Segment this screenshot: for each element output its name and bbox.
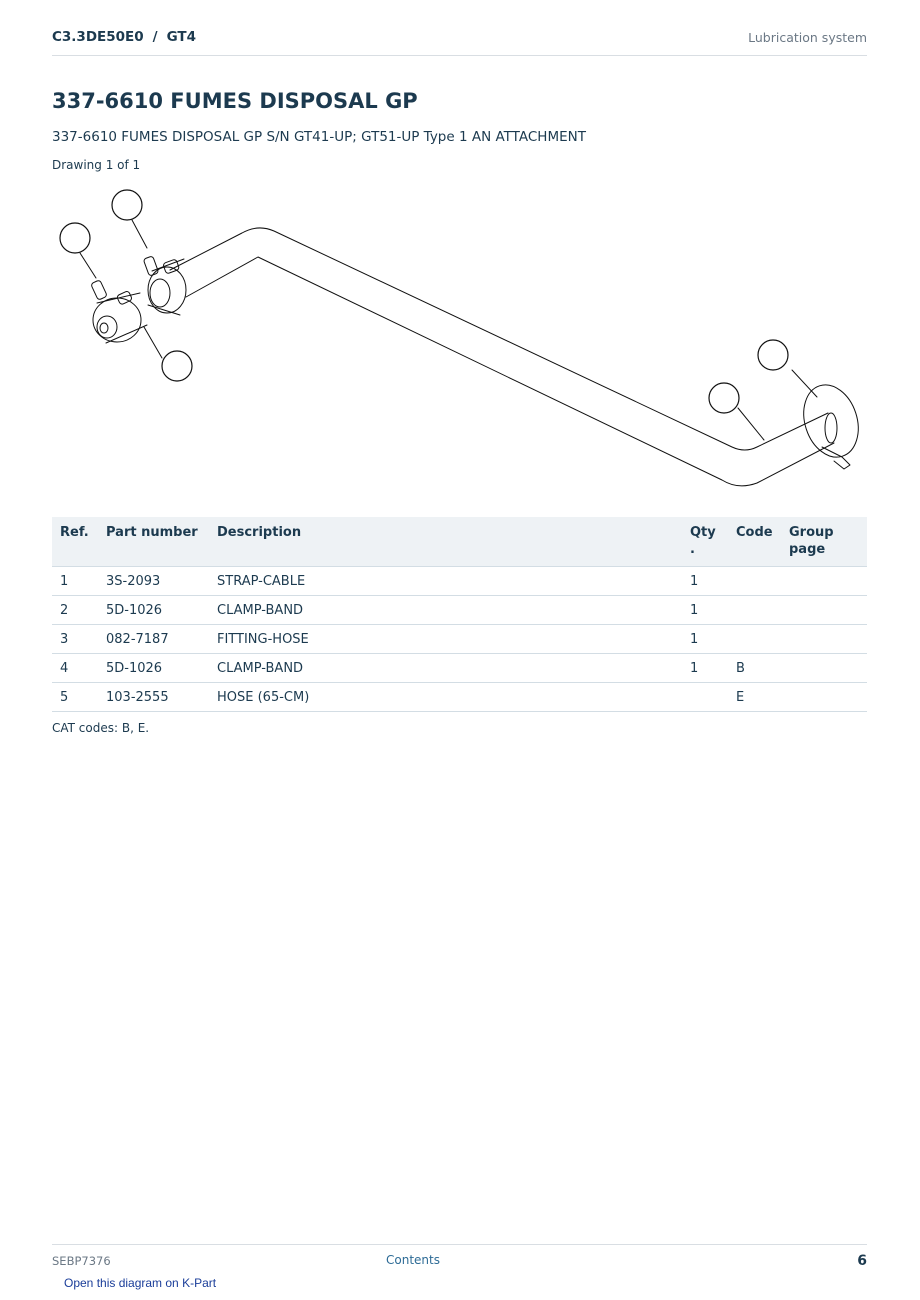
table-row	[52, 596, 867, 625]
cell-code	[736, 567, 789, 596]
parts-diagram	[52, 185, 867, 495]
col-header-description: Description	[217, 517, 690, 567]
cell-qty: 1	[690, 596, 736, 625]
col-header-group-page: Group page	[789, 517, 867, 567]
cell-part-number: 5D-1026	[106, 654, 217, 683]
cell-ref: 3	[52, 625, 106, 654]
page-footer	[52, 1244, 867, 1269]
cell-ref: 5	[52, 683, 106, 712]
callout-circle	[709, 383, 739, 413]
callout-circle	[162, 351, 192, 381]
clamp-2-screw	[143, 256, 159, 276]
cell-description: CLAMP-BAND	[217, 596, 690, 625]
hose-lower-edge	[186, 257, 834, 486]
cell-qty: 1	[690, 654, 736, 683]
cell-description: HOSE (65-CM)	[217, 683, 690, 712]
hose-upper-edge	[170, 228, 828, 450]
col-header-code: Code	[736, 517, 789, 567]
leader-1	[792, 370, 817, 397]
cell-ref: 4	[52, 654, 106, 683]
col-header-part-number: Part number	[106, 517, 217, 567]
header-separator: /	[152, 29, 158, 45]
table-row	[52, 654, 867, 683]
cell-description: FITTING-HOSE	[217, 625, 690, 654]
cell-description: STRAP-CABLE	[217, 567, 690, 596]
table-row	[52, 567, 867, 596]
cell-code: E	[736, 683, 789, 712]
cell-code	[736, 625, 789, 654]
callout-circle	[758, 340, 788, 370]
page-number: 6	[857, 1253, 867, 1269]
cell-group-page	[789, 567, 867, 596]
cell-qty: 1	[690, 567, 736, 596]
table-row	[52, 625, 867, 654]
cell-code	[736, 596, 789, 625]
cell-group-page	[789, 625, 867, 654]
cat-codes-note: CAT codes: B, E.	[52, 721, 150, 735]
parts-diagram-svg	[52, 185, 867, 495]
page-title: 337-6610 FUMES DISPOSAL GP	[52, 89, 418, 113]
cell-qty	[690, 683, 736, 712]
parts-table	[52, 517, 867, 712]
hose-end-right	[825, 413, 837, 443]
cell-part-number: 082-7187	[106, 625, 217, 654]
cell-group-page	[789, 654, 867, 683]
cell-ref: 2	[52, 596, 106, 625]
header-model-path	[52, 29, 196, 45]
cable-strap	[822, 447, 850, 469]
cell-code: B	[736, 654, 789, 683]
cell-part-number: 3S-2093	[106, 567, 217, 596]
page-header	[52, 28, 867, 56]
cell-part-number: 5D-1026	[106, 596, 217, 625]
table-header-row	[52, 517, 867, 567]
contents-link[interactable]: Contents	[386, 1253, 440, 1267]
leader-5	[132, 220, 147, 248]
col-header-ref: Ref.	[52, 517, 106, 567]
page-subtitle: 337-6610 FUMES DISPOSAL GP S/N GT41-UP; GT51-UP Type 1 AN ATTACHMENT	[52, 129, 586, 145]
elbow-fitting-inner	[150, 279, 170, 307]
open-in-kpart-link[interactable]: Open this diagram on K-Part	[64, 1276, 217, 1290]
leader-3	[144, 327, 162, 358]
header-serial-prefix: GT4	[166, 29, 197, 45]
cell-group-page	[789, 596, 867, 625]
clamp-4-screw	[91, 280, 108, 301]
cell-group-page	[789, 683, 867, 712]
cell-part-number: 103-2555	[106, 683, 217, 712]
footer-doc-id: SEBP7376	[52, 1254, 111, 1268]
leader-2	[738, 408, 764, 440]
fitting-hose-core	[100, 323, 108, 333]
table-row	[52, 683, 867, 712]
cell-ref: 1	[52, 567, 106, 596]
cell-description: CLAMP-BAND	[217, 654, 690, 683]
col-header-qty: Qty .	[690, 517, 736, 567]
drawing-label: Drawing 1 of 1	[52, 158, 141, 172]
header-model: C3.3DE50E0	[52, 29, 144, 45]
elbow-fitting	[148, 267, 186, 313]
header-section: Lubrication system	[748, 30, 867, 45]
callout-circle	[112, 190, 142, 220]
callout-circle	[60, 223, 90, 253]
cell-qty: 1	[690, 625, 736, 654]
fitting-hose-body	[97, 293, 147, 343]
leader-4	[80, 253, 96, 278]
